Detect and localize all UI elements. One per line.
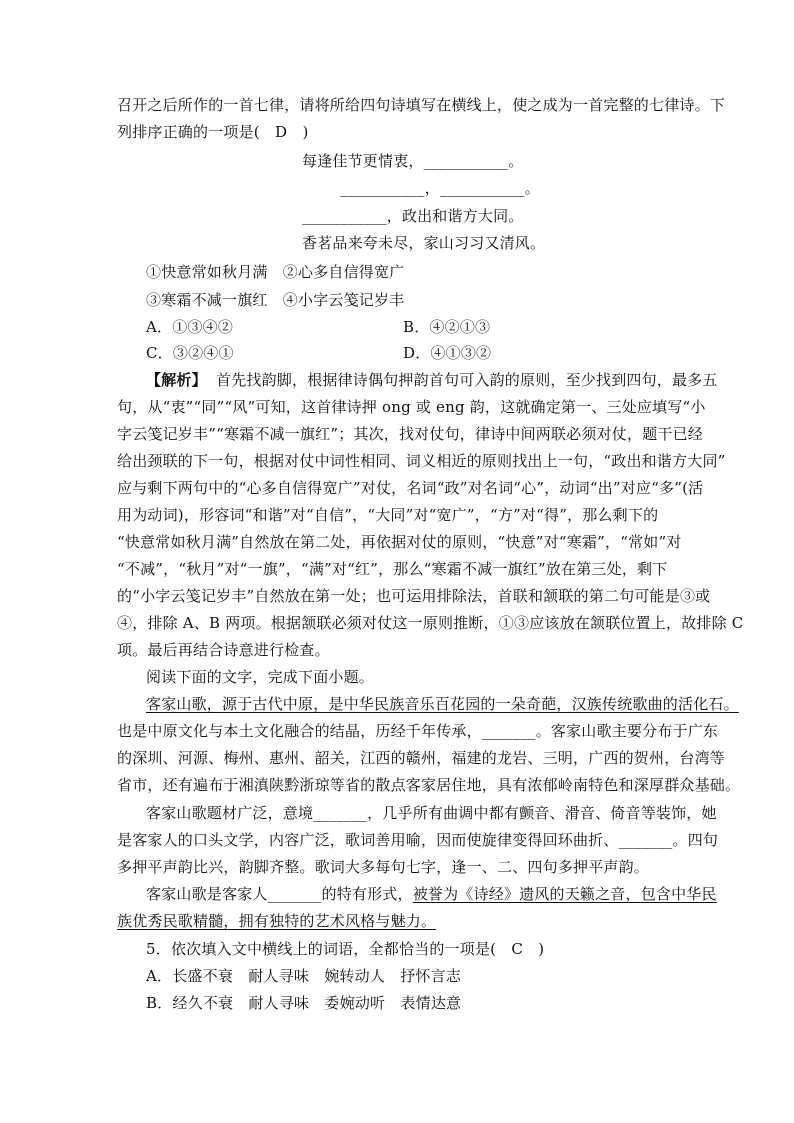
passage-line: 客家山歌，源于古代中原，是中华民族音乐百花园的一朵奇葩，汉族传统歌曲的活化石。: [146, 695, 739, 713]
analysis-line: 字云笺记岁丰”“寒霜不减一旗红”；其次，找对仗句，律诗中间两联必须对仗，题干已经: [117, 425, 704, 443]
analysis-line: 项。最后再结合诗意进行检查。: [117, 641, 330, 659]
intro-line-1: 召开之后所作的一首七律，请将所给四句诗填写在横线上，使之成为一首完整的七律诗。下: [117, 96, 726, 114]
option-a: A．①③④②: [146, 318, 234, 336]
intro-line-2: 列排序正确的一项是( D ): [117, 123, 309, 141]
passage-line: [146, 884, 717, 904]
clause-line-2: ③寒霜不减一旗红 ④小字云笺记岁丰: [146, 291, 405, 309]
passage-segment: 客家山歌是客家人_______的特有形式，: [146, 885, 413, 903]
passage-underlined-segment: 被誉为《诗经》遗风的天籁之音，包含中华民: [412, 885, 717, 903]
analysis-line: “不减”，“秋月”对“一旗”，“满”对“红”，那么“寒霜不减一旗红”放在第三处，剩下: [117, 560, 668, 578]
analysis-line: 应与剩下两句中的“心多自信得宽广”对仗，名词“政”对名词“心”，动词“出”对应“多”(活: [117, 479, 704, 497]
clause-line-1: ①快意常如秋月满 ②心多自信得宽广: [146, 263, 405, 281]
question-5-stem: 5．依次填入文中横线上的词语，全都恰当的一项是( C ): [146, 940, 545, 958]
poem-line-4: 香茗品来夸未尽，家山习习又清风。: [302, 234, 546, 252]
passage-line: 的深圳、河源、梅州、惠州、韶关，江西的赣州，福建的龙岩、三明，广西的贺州，台湾等: [117, 749, 726, 767]
reading-prompt: 阅读下面的文字，完成下面小题。: [146, 668, 375, 686]
analysis-line: ④，排除 A、B 两项。根据颔联必须对仗这一原则推断，①③应该放在颔联位置上，故排除 C: [117, 614, 744, 632]
option-d: D．④①③②: [403, 344, 492, 362]
analysis-line: “快意常如秋月满”自然放在第二处，再依据对仗的原则，“快意”对“寒霜”，“常如”对: [117, 533, 682, 551]
analysis-line: 用为动词)，形容词“和谐”对“自信”，“大同”对“宽广”，“方”对“得”，那么剩下的: [117, 506, 659, 524]
poem-line-2: ___________，___________。: [340, 179, 540, 197]
poem-line-1: 每逢佳节更情衷，___________。: [302, 152, 524, 170]
passage-line: 多押平声韵比兴，韵脚齐整。歌词大多每句七字，逢一、二、四句多押平声韵。: [117, 858, 650, 876]
analysis-line: 的“小字云笺记岁丰”自然放在第一处；也可运用排除法，首联和颔联的第二句可能是③或: [117, 587, 711, 605]
passage-line: 省市，还有遍布于湘滇陕黔浙琼等省的散点客家居住地，具有浓郁岭南特色和深厚群众基础。: [117, 776, 741, 794]
passage-line: 客家山歌题材广泛，意境_______，几乎所有曲调中都有颤音、滑音、倚音等装饰，她: [146, 804, 717, 822]
analysis-line: 首先找韵脚，根据律诗偶句押韵首句可入韵的原则，至少找到四句，最多五: [216, 371, 718, 389]
passage-line: 也是中原文化与本土文化融合的结晶，历经千年传承，_______。客家山歌主要分布于广东: [117, 722, 719, 740]
analysis-tag: 【解析】: [146, 371, 207, 389]
poem-line-3: ___________，政出和谐方大同。: [302, 207, 524, 225]
passage-line: 族优秀民歌精髓，拥有独特的艺术风格与魅力。: [117, 912, 437, 930]
passage-line: 是客家人的口头文学，内容广泛，歌词善用喻，因而使旋律变得回环曲折、_______。四句: [117, 831, 719, 849]
option-c: C．③②④①: [146, 344, 234, 362]
option-b: B．④②①③: [403, 318, 491, 336]
question-5-option-a: A．长盛不衰 耐人寻味 婉转动人 抒怀言志: [146, 967, 462, 985]
analysis-line: 句，从“衷”“同”“风”可知，这首律诗押 ong 或 eng 韵，这就确定第一、三处应填写“小: [117, 398, 706, 416]
analysis-line: 给出颈联的下一句，根据对仗中词性相同、词义相近的原则找出上一句，“政出和谐方大同”: [117, 452, 726, 470]
question-5-option-b: B．经久不衰 耐人寻味 委婉动听 表情达意: [146, 994, 462, 1012]
